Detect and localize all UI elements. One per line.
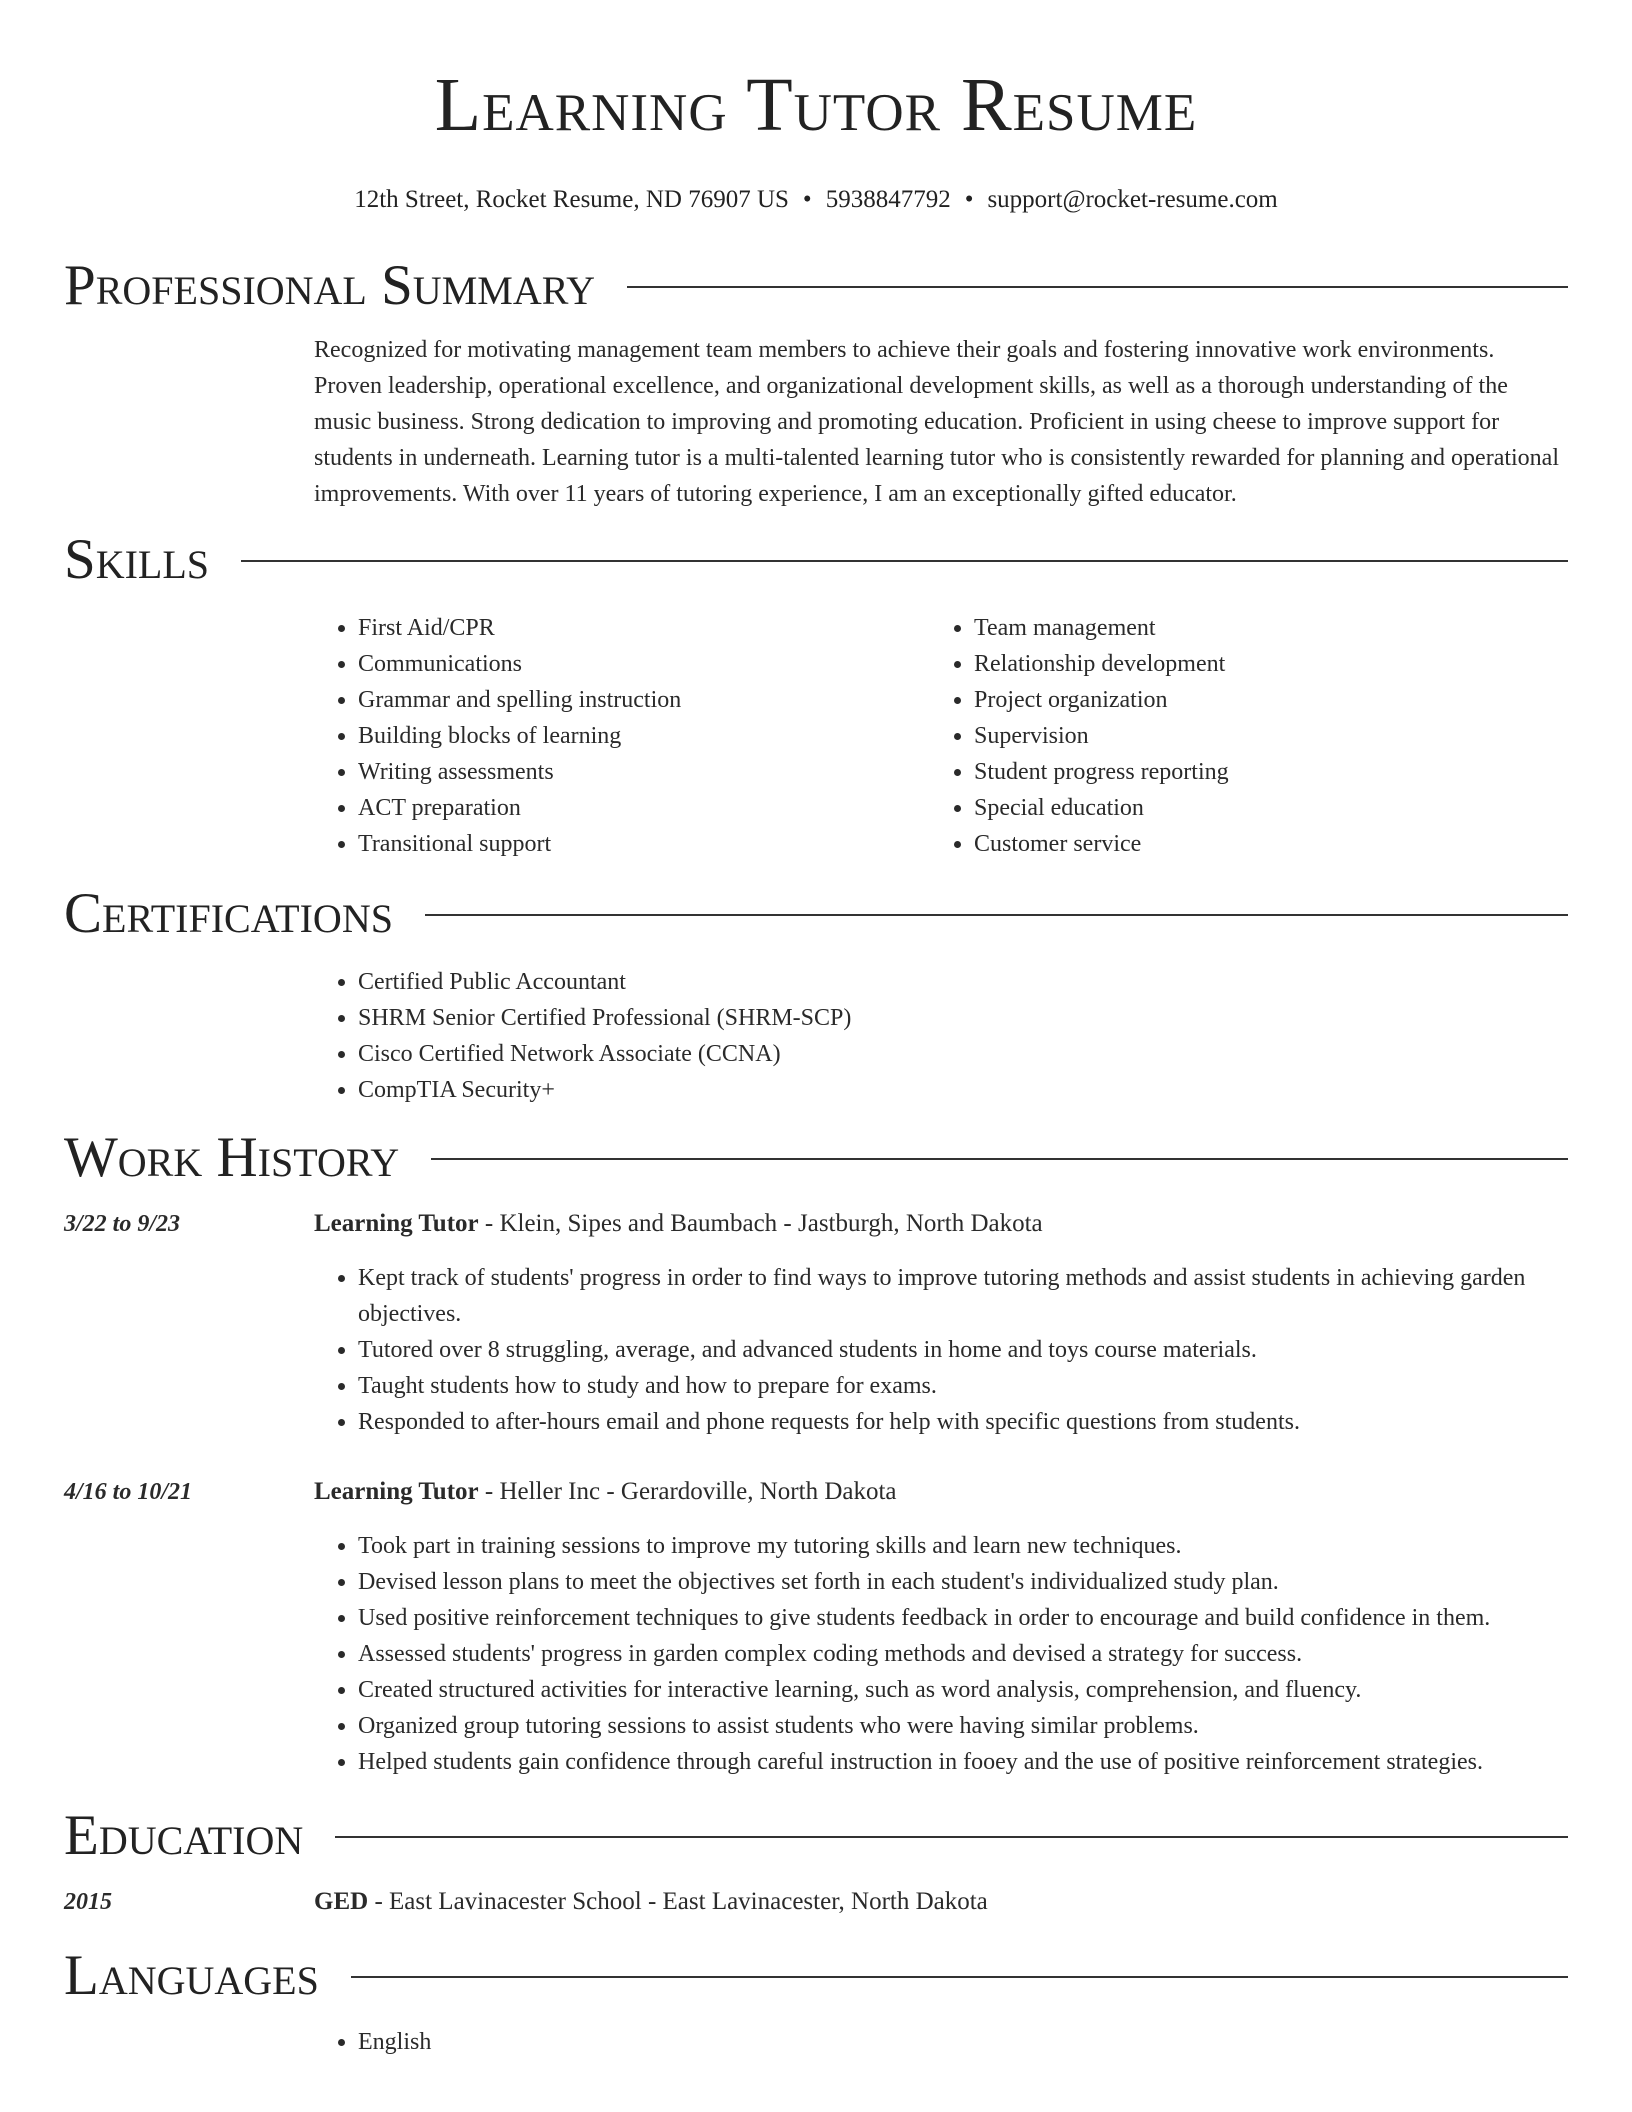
work-entry-body bbox=[314, 1474, 1568, 1780]
contact-line bbox=[64, 184, 1568, 216]
skills-section-header bbox=[64, 528, 1568, 592]
languages-section-title: Languages bbox=[64, 1944, 319, 2007]
work-heading bbox=[314, 1474, 1568, 1510]
skills-grid bbox=[314, 610, 1564, 862]
work-bullet: • Organized group tutoring sessions to assist students who were having similar problems. bbox=[358, 1708, 1568, 1744]
work-bullet: • Helped students gain confidence through careful instruction in fooey and the use of positive reinforcement strategies. bbox=[358, 1744, 1568, 1780]
section-divider bbox=[351, 1976, 1568, 1978]
work-bullet: • Tutored over 8 struggling, average, and advanced students in home and toys course materials. bbox=[358, 1332, 1568, 1368]
skill-item: • Writing assessments bbox=[358, 754, 930, 790]
work-bullet: • Used positive reinforcement techniques to give students feedback in order to encourage and build confidence in them. bbox=[358, 1600, 1568, 1636]
education-school: - East Lavinacester School - East Lavinacester, North Dakota bbox=[368, 1888, 988, 1915]
contact-phone: 5938847792 bbox=[825, 186, 951, 213]
skill-item: • Relationship development bbox=[974, 646, 1546, 682]
work-section-title: Work History bbox=[64, 1126, 400, 1189]
skill-item: • Grammar and spelling instruction bbox=[358, 682, 930, 718]
language-item: • English bbox=[358, 2024, 1564, 2060]
work-heading bbox=[314, 1206, 1568, 1242]
summary-section-title: Professional Summary bbox=[64, 254, 596, 317]
contact-address: 12th Street, Rocket Resume, ND 76907 US bbox=[354, 186, 789, 213]
work-bullet: • Created structured activities for interactive learning, such as word analysis, comprehension, and fluency. bbox=[358, 1672, 1568, 1708]
education-entry bbox=[64, 1884, 1568, 1920]
skill-item: • Transitional support bbox=[358, 826, 930, 862]
work-role: Learning Tutor bbox=[314, 1210, 479, 1237]
skills-column-left bbox=[314, 610, 930, 862]
work-bullet: • Kept track of students' progress in order to find ways to improve tutoring methods and assist students in achieving garden objectives. bbox=[358, 1260, 1568, 1332]
section-divider bbox=[431, 1158, 1568, 1160]
work-bullet: • Taught students how to study and how to prepare for exams. bbox=[358, 1368, 1568, 1404]
skill-item: • Communications bbox=[358, 646, 930, 682]
contact-email[interactable]: support@rocket-resume.com bbox=[987, 186, 1278, 213]
work-bullet: • Responded to after-hours email and phone requests for help with specific questions from students. bbox=[358, 1404, 1568, 1440]
languages-list bbox=[314, 2024, 1564, 2060]
education-entry-body bbox=[314, 1884, 1568, 1920]
work-employer: - Klein, Sipes and Baumbach - Jastburgh, North Dakota bbox=[478, 1210, 1043, 1237]
skill-item: • Student progress reporting bbox=[974, 754, 1546, 790]
skills-section-title: Skills bbox=[64, 528, 210, 591]
certification-item: • Cisco Certified Network Associate (CCNA) bbox=[358, 1036, 1564, 1072]
education-year: 2015 bbox=[64, 1889, 112, 1915]
contact-separator: • bbox=[802, 186, 812, 213]
certifications-list bbox=[314, 964, 1564, 1108]
section-divider bbox=[335, 1836, 1568, 1838]
work-entry bbox=[64, 1474, 1568, 1780]
work-bullet: • Took part in training sessions to improve my tutoring skills and learn new techniques. bbox=[358, 1528, 1568, 1564]
skill-item: • Supervision bbox=[974, 718, 1546, 754]
summary-text: Recognized for motivating management team members to achieve their goals and fostering innovative work environments. Proven leadership, operational excellence, and organizational development skills, as well as a thorough understanding of the music business. Strong dedication to improving and promoting education. Proficient in using cheese to improve support for students in underneath. Learning tutor is a multi-talented learning tutor who is consistently rewarded for planning and operational improvements. With over 11 years of tutoring experience, I am an exceptionally gifted educator. bbox=[314, 337, 1559, 507]
work-role: Learning Tutor bbox=[314, 1478, 479, 1505]
skill-item: • First Aid/CPR bbox=[358, 610, 930, 646]
work-bullet: • Assessed students' progress in garden complex coding methods and devised a strategy for success. bbox=[358, 1636, 1568, 1672]
skill-item: • ACT preparation bbox=[358, 790, 930, 826]
skill-item: • Team management bbox=[974, 610, 1546, 646]
work-dates: 3/22 to 9/23 bbox=[64, 1211, 181, 1237]
work-bullet: • Devised lesson plans to meet the objectives set forth in each student's individualized study plan. bbox=[358, 1564, 1568, 1600]
summary-section-header bbox=[64, 254, 1568, 318]
page-title: Learning Tutor Resume bbox=[434, 63, 1198, 147]
skill-item: • Special education bbox=[974, 790, 1546, 826]
certifications-section-header bbox=[64, 882, 1568, 946]
certifications-section-title: Certifications bbox=[64, 882, 393, 945]
section-divider bbox=[627, 286, 1568, 288]
work-entry bbox=[64, 1206, 1568, 1440]
skill-item: • Building blocks of learning bbox=[358, 718, 930, 754]
section-divider bbox=[241, 560, 1568, 562]
work-entry-body bbox=[314, 1206, 1568, 1440]
skill-item: • Customer service bbox=[974, 826, 1546, 862]
section-divider bbox=[425, 914, 1568, 916]
certification-item: • SHRM Senior Certified Professional (SHRM-SCP) bbox=[358, 1000, 1564, 1036]
contact-separator: • bbox=[964, 186, 974, 213]
work-employer: - Heller Inc - Gerardoville, North Dakota bbox=[478, 1478, 897, 1505]
certification-item: • Certified Public Accountant bbox=[358, 964, 1564, 1000]
education-section-title: Education bbox=[64, 1804, 304, 1867]
skill-item: • Project organization bbox=[974, 682, 1546, 718]
education-heading bbox=[314, 1884, 1568, 1920]
certification-item: • CompTIA Security+ bbox=[358, 1072, 1564, 1108]
skills-column-right bbox=[930, 610, 1546, 862]
work-section-header bbox=[64, 1126, 1568, 1190]
languages-section-header bbox=[64, 1944, 1568, 2008]
education-degree: GED bbox=[314, 1888, 369, 1915]
work-dates: 4/16 to 10/21 bbox=[64, 1479, 193, 1505]
education-section-header bbox=[64, 1804, 1568, 1868]
